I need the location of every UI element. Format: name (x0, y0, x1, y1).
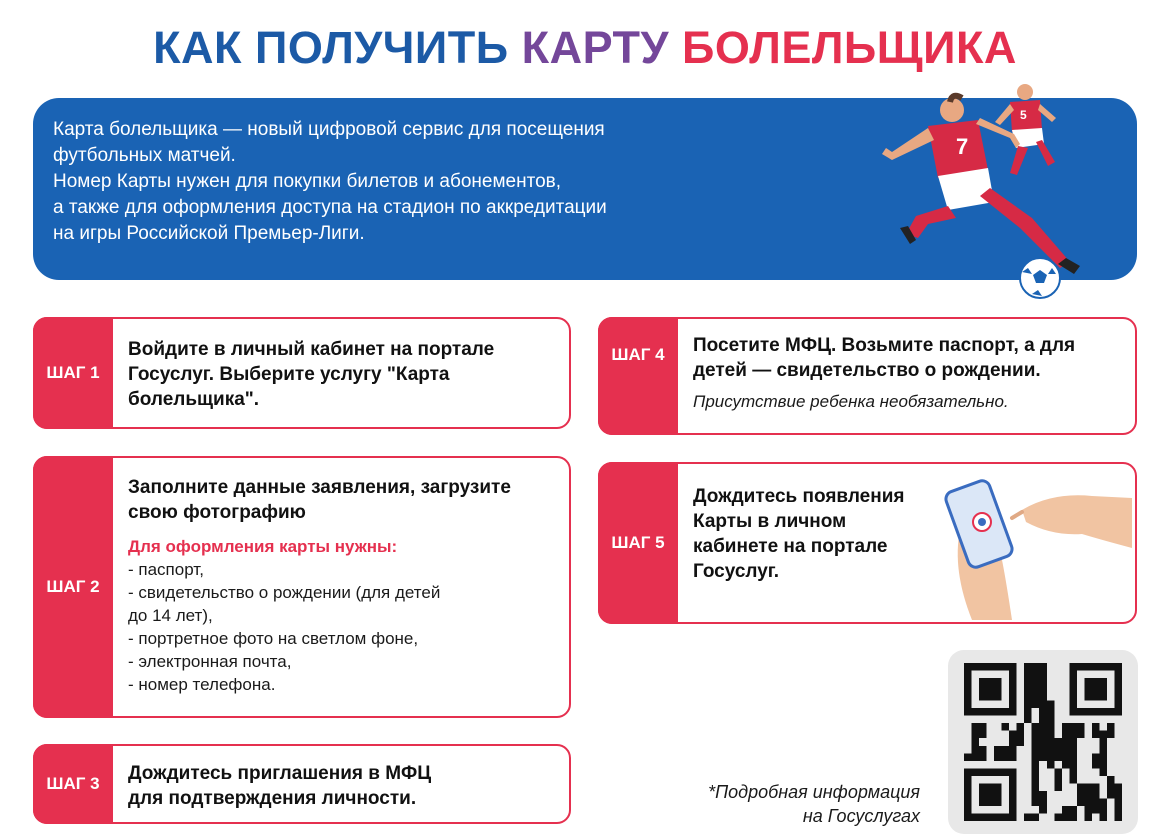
step-5-text: Дождитесь появления (693, 486, 905, 507)
intro-text (53, 117, 753, 247)
step-4-note: Присутствие ребенка необязательно. (693, 392, 1009, 411)
step-4-text: детей — свидетельство о рождении. (693, 360, 1041, 381)
step-5-text: Карты в личном (693, 511, 847, 532)
step-2-item: - номер телефона. (128, 675, 276, 694)
step-1-text: Госуслуг. Выберите услугу "Карта (128, 364, 450, 385)
step-3-text: для подтверждения личности. (128, 788, 417, 809)
step-2-item: - портретное фото на светлом фоне, (128, 629, 419, 648)
step-2-subheading: Для оформления карты нужны: (128, 537, 398, 556)
phone-in-hand-illustration (942, 470, 1132, 620)
step-2-text: свою фотографию (128, 502, 306, 523)
player-7-number: 7 (956, 134, 969, 159)
step-4-card (598, 317, 1137, 435)
step-2-item: - свидетельство о рождении (для детей (128, 583, 441, 602)
footer-note (600, 780, 920, 828)
step-2-item: - паспорт, (128, 560, 204, 579)
intro-line: а также для оформления доступа на стадион по аккредитации (53, 197, 607, 218)
step-3-card (33, 744, 571, 824)
step-2-text: Заполните данные заявления, загрузите (128, 477, 511, 498)
intro-line: футбольных матчей. (53, 145, 236, 166)
step-2-label: ШАГ 2 (33, 456, 113, 718)
football-players-illustration (870, 78, 1110, 303)
intro-line: на игры Российской Премьер-Лиги. (53, 223, 365, 244)
page-title (0, 22, 1170, 74)
step-5-text: кабинете на портале (693, 536, 888, 557)
step-1-card (33, 317, 571, 429)
step-2-item: - электронная почта, (128, 652, 292, 671)
step-1-text: болельщика". (128, 389, 260, 410)
step-2-item: до 14 лет), (128, 606, 213, 625)
step-5-text: Госуслуг. (693, 561, 780, 582)
step-4-label: ШАГ 4 (598, 317, 678, 435)
step-1-label: ШАГ 1 (33, 317, 113, 429)
qr-code[interactable] (948, 650, 1138, 834)
player-7-figure (882, 96, 1080, 274)
intro-line: Карта болельщика — новый цифровой сервис для посещения (53, 119, 605, 140)
footer-note-line: *Подробная информация (708, 782, 920, 802)
football-ball-icon (1020, 258, 1060, 298)
title-part-3: БОЛЕЛЬЩИКА (682, 22, 1017, 73)
player-5-number: 5 (1020, 108, 1027, 122)
title-part-1: КАК ПОЛУЧИТЬ (153, 22, 509, 73)
step-1-text: Войдите в личный кабинет на портале (128, 339, 495, 360)
qr-code-icon (964, 662, 1122, 822)
intro-line: Номер Карты нужен для покупки билетов и абонементов, (53, 171, 562, 192)
step-2-card (33, 456, 571, 718)
step-3-label: ШАГ 3 (33, 744, 113, 824)
step-3-text: Дождитесь приглашения в МФЦ (128, 763, 432, 784)
step-4-text: Посетите МФЦ. Возьмите паспорт, а для (693, 335, 1076, 356)
step-5-label: ШАГ 5 (598, 462, 678, 624)
footer-note-line: на Госуслугах (802, 806, 920, 826)
title-part-2: КАРТУ (521, 22, 669, 73)
